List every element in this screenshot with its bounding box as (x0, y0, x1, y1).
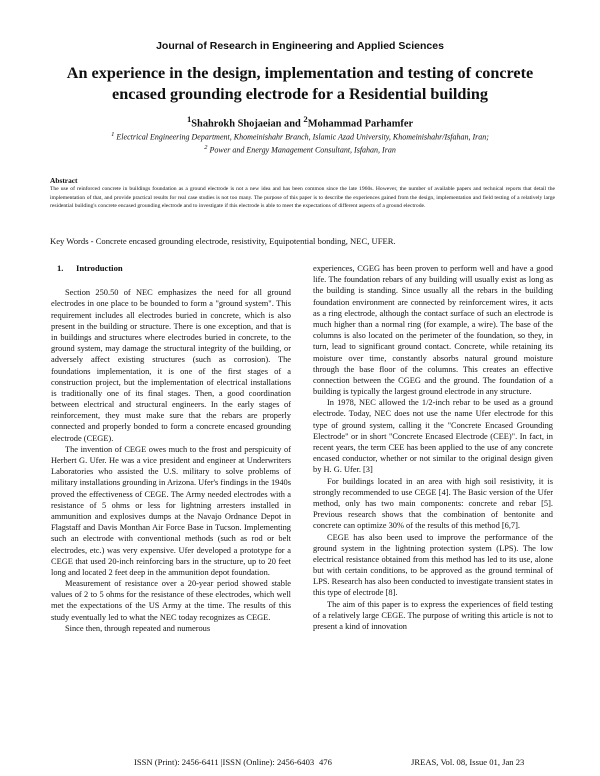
affiliation-1 (0, 131, 600, 142)
paper-title: An experience in the design, implementation and testing of concrete encased grounding electrode for a Residential building (66, 64, 534, 103)
paragraph: Since then, through repeated and numerous (65, 623, 211, 633)
footer-citation: JREAS, Vol. 08, Issue 01, Jan 23 (411, 757, 525, 767)
paragraph: The invention of CEGE owes much to the frost and perspicuity of Herbert G. Ufer. He was a vice president and engineer at Underwriters Laboratories who assisted the U.S. military to solve problems of military installations grounding in Arizona. Ufer's findings in the 1940s proved the effectiveness of CEGE. The Army needed electrodes with a resistance of 5 ohms or less for lightning arresters installed in ammunition and explosives dumps at the Navajo Ordnance Depot in Flagstaff and Davis Monthan Air Force Base in Tucson. Implementing such an electrode with conventional methods (such as rod or belt electrodes, etc.) was very expensive. Ufer developed a prototype for a CEGE that used 20-inch reinforcing bars in the structure, up to 20 feet long and located 2 feet deep in the ammunition depot foundation. (51, 444, 291, 577)
section-heading (51, 263, 291, 274)
paragraph: CEGE has also been used to improve the performance of the ground system in the lightning protection system (LPS). The low electrical resistance obtained from this method has led to its use, alone but with certain conditions, to be approved as the ground terminal of LPS. Research has also been conducted to investigate transient states in this type of electrode [8]. (313, 532, 553, 598)
paragraph: The aim of this paper is to express the experiences of field testing of a relatively large CEGE. The purpose of writing this article is not to present a kind of innovation (313, 599, 553, 631)
paragraph: In 1978, NEC allowed the 1/2-inch rebar to be used as a ground electrode. Today, NEC does not use the name Ufer electrode for this type of ground system, calling it the "Concrete Encased Grounding Electrode" or in short "Concrete Encased Electrode (CEE)". In fact, in recent years, the term CEE has been applied to the use of any concrete encased conductor, whether or not similar to the original design given by H. G. Ufer. [3] (313, 398, 553, 475)
journal-name: Journal of Research in Engineering and Applied Sciences (156, 40, 444, 52)
abstract-text: The use of reinforced concrete in buildings foundation as a ground electrode is not a new idea and has been common since the late 1960s. However, the number of available papers and technical reports that detail the implementation of that, and provide practical results for real case studies is not too many. The purpose of this paper is to describe the experiences gained from the design, implementation and field testing of a relatively large residential building's concrete encased grounding electrode and to investigate if this electrode is able to meet the expectations of different aspects of a ground electrode. (50, 186, 555, 210)
page-number: 476 (319, 757, 332, 767)
author-line (0, 114, 600, 129)
paragraph: Measurement of resistance over a 20-year period showed stable values of 2 to 5 ohms for the resistance of these electrodes, which well met the expectations of the US Army at the time. The results of this study eventually led to what the NEC today recognizes as CEGE. (51, 579, 291, 622)
paragraph: experiences, CGEG has been proven to perform well and have a good life. The foundation rebars of any building will usually exist as long as the building is standing. Since usually all the rebars in the building foundation environment are connected by reinforcement wires, it acts as a ring electrode, although the contact surface of such an electrode is much higher than a normal ring (for example, a wire). The base of the columns is also located on the perimeter of the foundation, so they, in turn, lead to significant ground contact. Concrete, while retaining its moisture over time, constantly absorbs natural ground moisture through the base floor of the columns. This creates an effective connection between the CGEG and the ground. The foundation of a building is typically the largest ground electrode in any structure. (313, 264, 553, 397)
paragraph: Section 250.50 of NEC emphasizes the need for all ground electrodes in one place to be bounded to form a "ground system". This requirement includes all electrodes buried in concrete, which is also present in the building or structure. There is one exception, and that is in buildings and structures where electrodes buried in concrete, to the ground system, may damage the structural integrity of the building, or adversely affect existing structures (such as corrosion). The foundations implementation, it is one of the first stages of a construction project, but the implementation of electrical installations is traditionally one of its final stages. Then, a good coordination between electrical and structural engineers. In the early stages of reinforcement, they must make sure that the rebars are properly connected and properly bonded to form a concrete encased grounding electrode (CEGE). (51, 288, 291, 443)
keywords: Key Words - Concrete encased grounding electrode, resistivity, Equipotential bonding, NEC, UFER. (50, 236, 396, 246)
footer-issn: ISSN (Print): 2456-6411 |ISSN (Online): 2456-6403 (134, 757, 315, 767)
paragraph: For buildings located in an area with high soil resistivity, it is strongly recommended to use CEGE [4]. The Basic version of the Ufer method, only has two main components: concrete and rebar [5]. Previous research shows that the combination of bentonite and concrete can optimize 30% of the results of this method [6,7]. (313, 476, 553, 531)
author-2-superscript: 2 (303, 114, 308, 124)
affiliation-2-text: Power and Energy Management Consultant, Isfahan, Iran (207, 145, 396, 155)
affiliation-1-superscript: 1 (111, 131, 115, 138)
author-1: Shahrokh Shojaeian (191, 118, 282, 130)
author-joiner: and (281, 118, 304, 130)
affiliation-2 (0, 144, 600, 155)
right-column (313, 263, 553, 632)
affiliation-2-superscript: 2 (204, 144, 208, 151)
author-1-superscript: 1 (186, 114, 192, 124)
affiliation-1-text: Electrical Engineering Department, Khomeinishahr Branch, Islamic Azad University, Khomeinishahr/Isfahan, Iran; (114, 132, 489, 142)
author-2: Mohammad Parhamfer (307, 118, 414, 130)
abstract-heading: Abstract (50, 176, 78, 185)
left-column (51, 263, 291, 634)
section-title: Introduction (76, 263, 123, 273)
section-number: 1. (57, 263, 64, 273)
